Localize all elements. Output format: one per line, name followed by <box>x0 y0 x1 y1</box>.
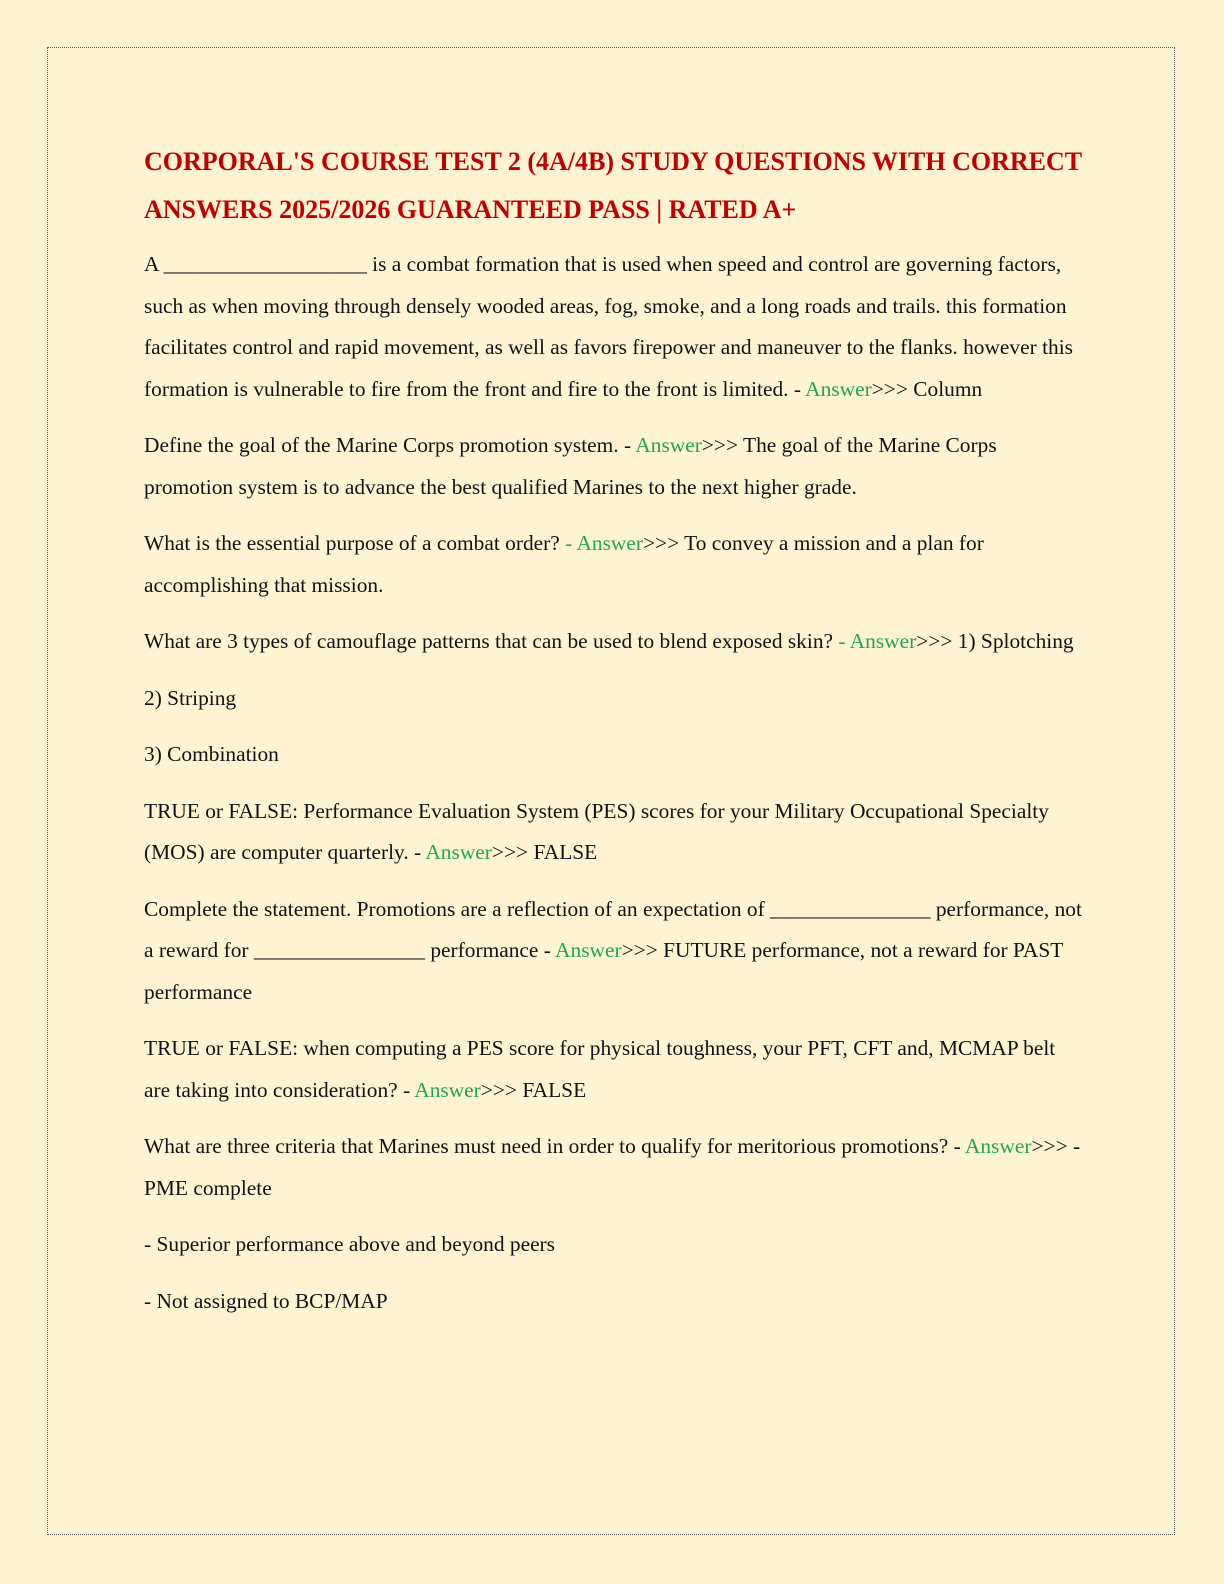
answer-text: FALSE <box>533 840 598 864</box>
answer-marker: >>> <box>701 433 743 457</box>
answer-text: FALSE <box>522 1077 587 1102</box>
answer-prefix: - <box>565 531 577 555</box>
answer-marker: >>> <box>491 840 534 864</box>
document-body <box>144 138 1084 1337</box>
question-text: Complete the statement. Promotions are a reflection of an expectation of _______________ performance, not a reward for ________________ performance - <box>144 896 1082 962</box>
question-text: What are 3 types of camouflage patterns that can be used to blend exposed skin? <box>144 629 839 653</box>
question-text: What is the essential purpose of a combat order? <box>144 531 566 555</box>
answer-text: FUTURE performance, not a reward for PAST performance <box>144 938 1063 1004</box>
list-item: - Not assigned to BCP/MAP <box>144 1288 388 1313</box>
question-text: TRUE or FALSE: Performance Evaluation System (PES) scores for your Military Occupational Specialty (MOS) are computer quarterly. - <box>144 798 1049 864</box>
qa-item-5 <box>144 791 1084 874</box>
question-text: Define the goal of the Marine Corps promotion system. - <box>144 433 636 457</box>
answer-text: 1) Splotching <box>957 629 1074 653</box>
list-item: 2) Striping <box>144 685 237 710</box>
answer-label: Answer <box>555 938 622 962</box>
qa-item-1 <box>144 244 1084 410</box>
question-text: A ___________________ is a combat formation that is used when speed and control are governing factors, such as when moving through densely wooded areas, fog, smoke, and a long roads and trails. this formation facilitates control and rapid movement, as well as favors firepower and maneuver to the flanks. however this formation is vulnerable to fire from the front and fire to the front is limited. - <box>144 252 1073 401</box>
list-item: 3) Combination <box>144 742 279 766</box>
answer-text: Column <box>913 376 983 401</box>
qa-item-8 <box>144 1126 1084 1209</box>
answer-text: To convey a mission and a plan for accomplishing that mission. <box>144 531 984 597</box>
qa-item-7 <box>144 1028 1084 1111</box>
answer-text: The goal of the Marine Corps promotion system is to advance the best qualified Marines to the next higher grade. <box>144 433 997 499</box>
answer-marker: >>> <box>480 1077 523 1102</box>
question-text: What are three criteria that Marines must need in order to qualify for meritorious promotions? - <box>144 1134 965 1158</box>
list-item: - Superior performance above and beyond peers <box>144 1232 556 1256</box>
answer-text: - PME complete <box>144 1134 1081 1200</box>
answer-marker: >>> <box>621 938 664 962</box>
answer-label: Answer <box>635 433 702 457</box>
answer-prefix: - <box>838 629 850 653</box>
qa-item-3 <box>144 523 1084 606</box>
qa-item-6 <box>144 889 1084 1014</box>
page-title: CORPORAL'S COURSE TEST 2 (4A/4B) STUDY QUESTIONS WITH CORRECT ANSWERS 2025/2026 GUARANTEED PASS | RATED A+ <box>144 147 1082 224</box>
answer-marker: >>> <box>642 531 685 555</box>
qa-item-4 <box>144 621 1084 663</box>
answer-label: Answer <box>849 629 917 653</box>
answer-label: Answer <box>414 1077 481 1102</box>
answer-marker: >>> <box>1031 1134 1073 1158</box>
answer-label: Answer <box>805 376 872 401</box>
answer-label: Answer <box>964 1134 1032 1158</box>
answer-marker: >>> <box>871 376 914 401</box>
question-text: TRUE or FALSE: when computing a PES score for physical toughness, your PFT, CFT and, MCMAP belt are taking into consideration? - <box>144 1036 1056 1102</box>
answer-marker: >>> <box>916 629 958 653</box>
qa-item-2 <box>144 425 1084 508</box>
answer-label: Answer <box>425 840 492 864</box>
answer-label: Answer <box>576 531 643 555</box>
